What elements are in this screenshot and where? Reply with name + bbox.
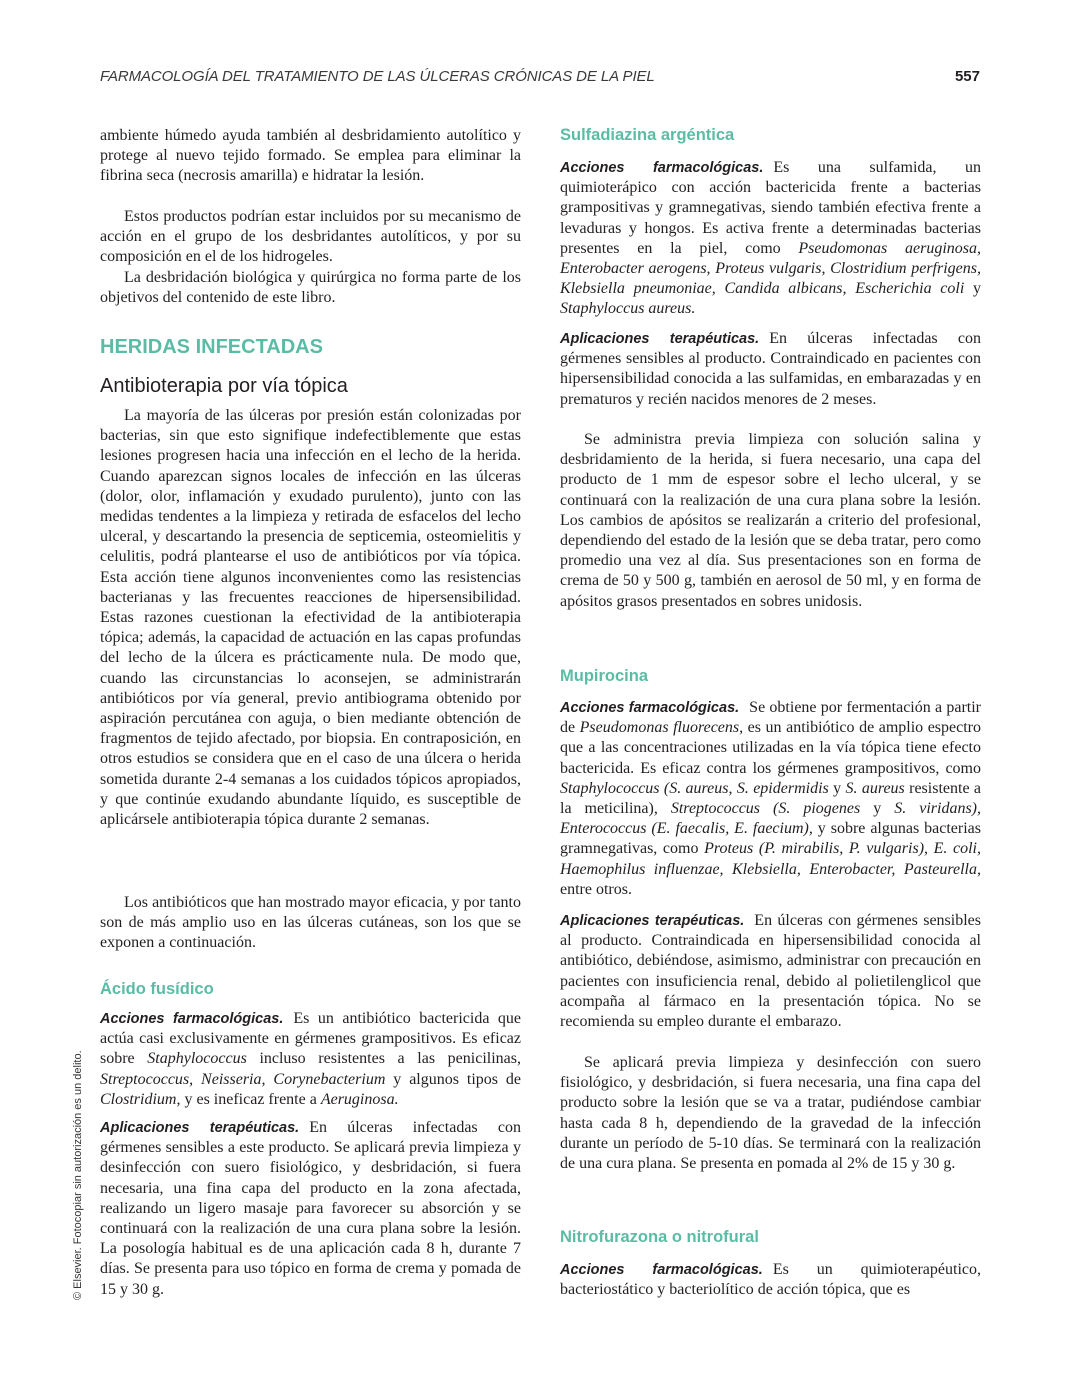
paragraph <box>560 329 981 410</box>
paragraph <box>100 893 521 954</box>
text-run: En úlceras infectadas con gérmenes sensibles a este producto. Se aplicará previa limpieza y desinfección con suero fisiológico, y desbridación, si fuera necesaria, una fina capa del producto en la zona afectada, realizando un ligero masaje para favorecer su absorción y se continuará con la realización de una cura plana sobre la lesión. La posología habitual es de una aplicación cada 8 h, durante 7 días. Se presenta para uso tópico en forma de crema y pomada de 15 y 30 g. <box>100 1119 522 1298</box>
text-run: Estos productos podrían estar incluidos por su mecanismo de acción en el grupo de los desbridantes autolíticos, y por su composición en el de los hidrogeles. <box>100 208 521 266</box>
text-run: y es ineficaz frente a <box>180 1090 321 1108</box>
italic-run: Pseudomonas aeruginosa, Enterobacter aerogens, Proteus vulgaris, Clostridium perfrigens, Klebsiella pneumoniae, Candida albicans, Escherichia coli <box>560 239 982 298</box>
lead-label: Aplicaciones terapéuticas. <box>560 331 760 347</box>
text-run: Es un quimioterapéutico, bacteriostático y bacteriolítico de acción tópica, que es <box>560 1261 981 1299</box>
italic-run: Aeruginosa. <box>320 1090 399 1108</box>
paragraph <box>560 158 981 320</box>
paragraph <box>560 1053 981 1174</box>
lead-label: Acciones farmacológicas. <box>100 1011 284 1027</box>
paragraph <box>100 406 521 830</box>
page-number: 557 <box>954 68 980 85</box>
text-run: Se administra previa limpieza con solución salina y desbridamiento de la herida, si fuera necesario, una capa del producto de 1 mm de espesor sobre el lecho ulceral, y se continuará con la realización de una cura plana sobre la lesión. Los cambios de apósitos se realizarán a criterio del profesional, dependiendo del estado de la lesión que se deba tratar, pero como promedio una vez al día. Sus presentaciones son en forma de crema de 50 y 500 g, también en aerosol de 50 ml, y en forma de apósitos grasos presentados en sobres unidosis. <box>560 431 981 610</box>
italic-run: Staphylococcus (S. aureus, S. epidermidis <box>560 779 829 797</box>
paragraph <box>100 126 521 187</box>
text-run: y <box>828 779 846 797</box>
text-run: y <box>964 280 982 298</box>
text-run: Es un antibiótico bactericida que actúa casi exclusivamente en gérmenes grampositivos. Es eficaz sobre <box>100 1010 521 1068</box>
italic-run: Staphyloccus aureus. <box>560 300 696 318</box>
text-run: Los antibióticos que han mostrado mayor eficacia, y por tanto son de más amplio uso en las úlceras cutáneas, son los que se exponen a continuación. <box>100 894 521 952</box>
text-run: La mayoría de las úlceras por presión están colonizadas por bacterias, sin que esto signifique indefectiblemente que estas lesiones progresen hacia una infección en el lecho de la herida. Cuando aparezcan signos locales de infección en las úlceras (dolor, olor, inflamación y exudado purulento), junto con las medidas tendentes a la limpieza y retirada de esfacelos del lecho ulceral, y descartando la presencia de septicemia, osteomielitis y celulitis, podrá plantearse el uso de antibióticos por vía tópica. Esta acción tiene algunos inconvenientes como las resistencias bacterianas y las frecuentes reacciones de hipersensibilidad. Estas razones cuestionan la efectividad de la antibioterapia tópica; además, la capacidad de actuación en las capas profundas del lecho de la úlcera es prácticamente nula. De modo que, cuando las circunstancias lo aconsejen, se administrarán antibióticos por vía general, previo antibiograma obtenido por aspiración percutánea con aguja, o bien mediante obtención de fragmentos de tejido afectado, por biopsia. En contraposición, en otros estudios se considera que en el caso de una úlcera o herida sometida durante 2-4 semanas a los cuidados tópicos apropiados, y que continúe exudando abundante líquido, es susceptible de aplicársele antibioterapia tópica durante 2 semanas. <box>100 407 521 829</box>
section-title: HERIDAS INFECTADAS <box>100 336 323 358</box>
text-run: resistente a la meticilina), <box>560 779 982 818</box>
lead-label: Aplicaciones terapéuticas. <box>560 913 745 929</box>
text-run: En úlceras infectadas con gérmenes sensibles al producto. Contraindicado en pacientes con hipersensibilidad conocida a las sulfamidas, en embarazadas y en prematuros y recién nacidos menores de 2 meses. <box>560 330 982 408</box>
paragraph <box>100 268 521 308</box>
text-run: Es una sulfamida, un quimioterápico con acción bactericida frente a bacterias grampositivas y gramnegativas, siendo también efectiva frente a levaduras y hongos. Es activa frente a determinadas bacterias presentes en la piel, como <box>560 159 981 257</box>
paragraph <box>560 1260 981 1300</box>
text-run: La desbridación biológica y quirúrgica no forma parte de los objetivos del contenido de este libro. <box>100 269 521 307</box>
heading-sulfadiazina: Sulfadiazina argéntica <box>560 126 735 144</box>
text-run: y algunos tipos de <box>385 1070 521 1088</box>
heading-nitrofurazona: Nitrofurazona o nitrofural <box>560 1228 759 1246</box>
paragraph <box>560 430 981 612</box>
text-run: y <box>860 800 895 818</box>
lead-label: Acciones farmacológicas. <box>560 1262 763 1278</box>
text-run: ambiente húmedo ayuda también al desbridamiento autolítico y protege al nuevo tejido formado. Se emplea para eliminar la fibrina seca (necrosis amarilla) e hidratar la lesión. <box>100 127 521 185</box>
heading-acido-fusidico: Ácido fusídico <box>100 980 214 998</box>
text-run: En úlceras con gérmenes sensibles al producto. Contraindicada en hipersensibilidad conocida al antibiótico, debiéndose, asimismo, administrar con precaución en pacientes con insuficiencia renal, debido al polietilenglicol que acompaña al fármaco en la presentación tópica. No se recomienda su empleo durante el embarazo. <box>560 912 981 1031</box>
paragraph <box>100 1118 521 1300</box>
italic-run: Streptococcus (S. piogenes <box>670 800 861 818</box>
paragraph <box>100 1009 521 1110</box>
subsection-title: Antibioterapia por vía tópica <box>100 375 348 397</box>
italic-run: Clostridium, <box>100 1090 181 1108</box>
italic-run: S. aureus <box>845 779 905 797</box>
italic-run: Pseudomonas fluorecens, <box>579 719 744 737</box>
paragraph <box>100 207 521 268</box>
italic-run: Proteus (P. mirabilis, P. vulgaris), E. coli, Haemophilus influenzae, Klebsiella, Enterobacter, Pasteurella, <box>560 840 982 878</box>
copyright-note: © Elsevier. Fotocopiar sin autorización es un delito. <box>72 1050 84 1300</box>
italic-run: Streptococcus, Neisseria, Corynebacterium <box>100 1070 386 1088</box>
text-run: y sobre algunas bacterias gramnegativas, como <box>560 820 981 858</box>
lead-label: Aplicaciones terapéuticas. <box>100 1120 300 1136</box>
text-run: incluso resistentes a las penicilinas, <box>246 1050 521 1068</box>
text-run: Se aplicará previa limpieza y desinfección con suero fisiológico, y desbridación, si fuera necesaria, una fina capa del producto sobre la lesión que se va a tratar, pudiéndose cambiar hasta cada 8 h, dependiendo de la gravedad de la infección durante un período de 5-10 días. Se terminará con la realización de una cura plana. Se presenta en pomada al 2% de 15 y 30 g. <box>560 1054 981 1173</box>
paragraph <box>560 911 981 1032</box>
lead-label: Acciones farmacológicas. <box>560 700 740 716</box>
heading-mupirocina: Mupirocina <box>560 667 649 685</box>
text-run: Se obtiene por fermentación a partir de <box>560 699 981 737</box>
italic-run: Staphylococcus <box>147 1050 247 1068</box>
italic-run: S. viridans), Enterococcus (E. faecalis, E. faecium), <box>560 800 981 838</box>
lead-label: Acciones farmacológicas. <box>560 160 764 176</box>
text-run: entre otros. <box>560 880 632 898</box>
running-header: FARMACOLOGÍA DEL TRATAMIENTO DE LAS ÚLCERAS CRÓNICAS DE LA PIEL <box>100 68 655 85</box>
text-run: es un antibiótico de amplio espectro que a las concentraciones utilizadas en la vía tópica tiene efecto bactericida. Es eficaz contra los gérmenes grampositivos, como <box>560 719 981 777</box>
paragraph <box>560 698 981 900</box>
